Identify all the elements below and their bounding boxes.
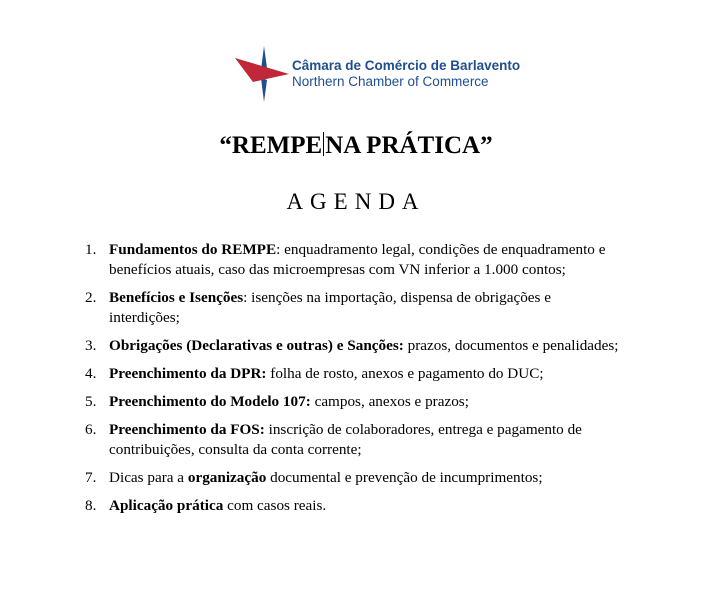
item-number: 8. [85,497,97,514]
item-description: campos, anexos e prazos; [310,393,469,410]
title-close-quote: ” [480,132,493,159]
item-number: 7. [85,469,97,486]
item-number: 6. [85,421,97,438]
agenda-heading: AGENDA [286,189,426,214]
item-topic: Preenchimento da DPR: [109,365,267,382]
item-number: 3. [85,337,97,354]
title-part-1: REMPE [231,132,323,159]
item-prefix: Dicas para a [109,469,188,486]
item-topic: Obrigações (Declarativas e outras) e Sanções: [109,337,404,354]
item-topic: Preenchimento do Modelo 107: [109,393,311,410]
item-description: folha de rosto, anexos e pagamento do DUC; [266,365,544,382]
agenda-item-8 [85,496,625,516]
item-number: 4. [85,365,97,382]
agenda-item-3 [85,336,625,356]
item-description: inscrição de colaboradores, entrega e pagamento de contribuições, consulta da conta corrente; [109,421,582,458]
title-open-quote: “ [219,132,232,159]
agenda-item-5 [85,392,625,412]
item-topic: Fundamentos do REMPE [109,241,277,258]
item-topic: organização [187,469,267,486]
agenda-list [85,240,625,524]
item-description: prazos, documentos e penalidades; [403,337,619,354]
organization-name-pt: Câmara de Comércio de Barlavento [292,58,521,73]
item-number: 5. [85,393,97,410]
item-topic: Benefícios e Isenções [109,289,244,306]
item-topic: Aplicação prática [109,497,224,514]
logo [231,44,521,104]
agenda-item-2 [85,288,625,328]
agenda-item-7 [85,468,625,488]
organization-name [292,58,520,90]
page-title [0,131,712,161]
organization-name-en: Northern Chamber of Commerce [292,74,489,89]
item-number: 2. [85,289,97,306]
item-number: 1. [85,241,97,258]
item-description: : isenções na importação, dispensa de obrigações e interdições; [109,289,551,326]
agenda-item-1 [85,240,625,280]
title-part-2: NA PRÁTICA [325,132,481,159]
item-topic: Preenchimento da FOS: [109,421,265,438]
item-description: com casos reais. [223,497,327,514]
agenda-item-4 [85,364,625,384]
agenda-item-6 [85,420,625,460]
compass-star-logo-icon [231,44,291,104]
item-description: documental e prevenção de incumprimentos; [266,469,543,486]
item-description: : enquadramento legal, condições de enquadramento e benefícios atuais, caso das microempresas com VN inferior a 1.000 contos; [109,241,606,278]
